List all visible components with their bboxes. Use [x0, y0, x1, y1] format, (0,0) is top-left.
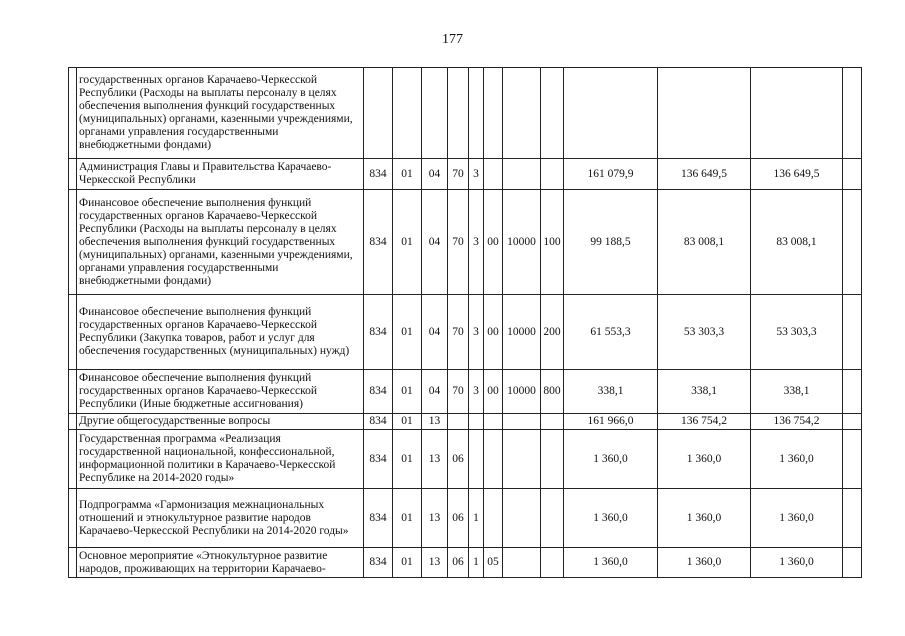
section-cell: 01	[393, 370, 422, 414]
table-row	[69, 68, 862, 159]
subsection-cell: 04	[422, 370, 448, 414]
section-cell: 01	[393, 430, 422, 489]
direction-code-cell	[503, 489, 541, 548]
grbs-cell	[364, 68, 393, 159]
expense-type-cell	[541, 414, 564, 430]
program-code-cell	[448, 68, 469, 159]
event-code-cell: 05	[484, 548, 503, 578]
expense-type-cell: 100	[541, 190, 564, 295]
table-row	[69, 295, 862, 370]
direction-code-cell	[503, 414, 541, 430]
item-name-cell: государственных органов Карачаево-Черкесской Республики (Расходы на выплаты персоналу в целях обеспечения выполнения функций государственных (муниципальных) органами, казенными учреждениями, органами управления государственными внебюджетными фондами)	[77, 68, 364, 159]
program-code-cell	[448, 414, 469, 430]
expense-type-cell: 800	[541, 370, 564, 414]
grbs-cell: 834	[364, 370, 393, 414]
subsection-cell: 13	[422, 489, 448, 548]
expense-type-cell	[541, 159, 564, 190]
table-row	[69, 548, 862, 578]
grbs-cell: 834	[364, 295, 393, 370]
row-trail-cell	[843, 295, 862, 370]
row-trail-cell	[843, 414, 862, 430]
event-code-cell	[484, 68, 503, 159]
grbs-cell: 834	[364, 548, 393, 578]
event-code-cell	[484, 489, 503, 548]
event-code-cell	[484, 430, 503, 489]
item-name-cell: Подпрограмма «Гармонизация межнациональных отношений и этнокультурное развитие народов Карачаево-Черкесской Республики на 2014-2020 годы»	[77, 489, 364, 548]
budget-table	[68, 67, 862, 578]
program-code-cell: 70	[448, 295, 469, 370]
direction-code-cell: 10000	[503, 295, 541, 370]
amount-cell-1: 99 188,5	[564, 190, 658, 295]
section-cell: 01	[393, 548, 422, 578]
amount-cell-1: 1 360,0	[564, 489, 658, 548]
table-row	[69, 370, 862, 414]
row-lead-cell	[69, 159, 77, 190]
event-code-cell: 00	[484, 190, 503, 295]
amount-cell-1: 338,1	[564, 370, 658, 414]
amount-cell-3: 136 754,2	[751, 414, 843, 430]
subsection-cell: 13	[422, 414, 448, 430]
amount-cell-2: 136 754,2	[658, 414, 751, 430]
subsection-cell: 04	[422, 295, 448, 370]
amount-cell-1: 161 079,9	[564, 159, 658, 190]
row-trail-cell	[843, 430, 862, 489]
grbs-cell: 834	[364, 414, 393, 430]
direction-code-cell: 10000	[503, 370, 541, 414]
subprogram-code-cell: 1	[469, 548, 484, 578]
row-lead-cell	[69, 489, 77, 548]
subprogram-code-cell	[469, 414, 484, 430]
item-name-cell: Финансовое обеспечение выполнения функций государственных органов Карачаево-Черкесской Республики (Закупка товаров, работ и услуг для обеспечения государственных (муниципальных) нужд)	[77, 295, 364, 370]
program-code-cell: 06	[448, 548, 469, 578]
expense-type-cell: 200	[541, 295, 564, 370]
section-cell: 01	[393, 159, 422, 190]
amount-cell-3: 1 360,0	[751, 548, 843, 578]
subsection-cell: 13	[422, 430, 448, 489]
row-lead-cell	[69, 370, 77, 414]
grbs-cell: 834	[364, 489, 393, 548]
table-row	[69, 414, 862, 430]
event-code-cell	[484, 414, 503, 430]
subsection-cell: 04	[422, 159, 448, 190]
row-lead-cell	[69, 190, 77, 295]
direction-code-cell	[503, 159, 541, 190]
event-code-cell: 00	[484, 370, 503, 414]
row-trail-cell	[843, 68, 862, 159]
program-code-cell: 70	[448, 190, 469, 295]
grbs-cell: 834	[364, 430, 393, 489]
item-name-cell: Государственная программа «Реализация государственной национальной, конфессиональной, информационной политики в Карачаево-Черкесской Республике на 2014-2020 годы»	[77, 430, 364, 489]
amount-cell-3	[751, 68, 843, 159]
amount-cell-3: 136 649,5	[751, 159, 843, 190]
amount-cell-3: 83 008,1	[751, 190, 843, 295]
amount-cell-3: 53 303,3	[751, 295, 843, 370]
row-lead-cell	[69, 68, 77, 159]
amount-cell-1: 61 553,3	[564, 295, 658, 370]
item-name-cell: Финансовое обеспечение выполнения функций государственных органов Карачаево-Черкесской Республики (Расходы на выплаты персоналу в целях обеспечения выполнения функций государственных (муниципальных) органами, казенными учреждениями, органами управления государственными внебюджетными фондами)	[77, 190, 364, 295]
direction-code-cell	[503, 430, 541, 489]
amount-cell-3: 338,1	[751, 370, 843, 414]
expense-type-cell	[541, 68, 564, 159]
event-code-cell: 00	[484, 295, 503, 370]
subprogram-code-cell: 3	[469, 370, 484, 414]
expense-type-cell	[541, 489, 564, 548]
subprogram-code-cell: 3	[469, 159, 484, 190]
amount-cell-1: 1 360,0	[564, 548, 658, 578]
row-trail-cell	[843, 489, 862, 548]
section-cell: 01	[393, 414, 422, 430]
amount-cell-2: 83 008,1	[658, 190, 751, 295]
item-name-cell: Администрация Главы и Правительства Карачаево-Черкесской Республики	[77, 159, 364, 190]
row-lead-cell	[69, 548, 77, 578]
table-row	[69, 430, 862, 489]
program-code-cell: 06	[448, 430, 469, 489]
row-lead-cell	[69, 295, 77, 370]
amount-cell-2: 1 360,0	[658, 430, 751, 489]
row-trail-cell	[843, 370, 862, 414]
row-lead-cell	[69, 430, 77, 489]
subprogram-code-cell: 3	[469, 295, 484, 370]
table-row	[69, 159, 862, 190]
amount-cell-2: 1 360,0	[658, 489, 751, 548]
section-cell: 01	[393, 295, 422, 370]
amount-cell-2: 53 303,3	[658, 295, 751, 370]
section-cell	[393, 68, 422, 159]
page-number: 177	[442, 32, 463, 47]
item-name-cell: Основное мероприятие «Этнокультурное развитие народов, проживающих на территории Карачаево-	[77, 548, 364, 578]
amount-cell-2: 136 649,5	[658, 159, 751, 190]
row-trail-cell	[843, 190, 862, 295]
subprogram-code-cell: 1	[469, 489, 484, 548]
subsection-cell	[422, 68, 448, 159]
expense-type-cell	[541, 548, 564, 578]
grbs-cell: 834	[364, 159, 393, 190]
amount-cell-3: 1 360,0	[751, 430, 843, 489]
subprogram-code-cell	[469, 68, 484, 159]
section-cell: 01	[393, 489, 422, 548]
program-code-cell: 70	[448, 159, 469, 190]
amount-cell-2: 338,1	[658, 370, 751, 414]
row-trail-cell	[843, 548, 862, 578]
row-trail-cell	[843, 159, 862, 190]
amount-cell-1: 161 966,0	[564, 414, 658, 430]
amount-cell-3: 1 360,0	[751, 489, 843, 548]
amount-cell-1: 1 360,0	[564, 430, 658, 489]
direction-code-cell	[503, 548, 541, 578]
program-code-cell: 06	[448, 489, 469, 548]
amount-cell-2	[658, 68, 751, 159]
program-code-cell: 70	[448, 370, 469, 414]
item-name-cell: Финансовое обеспечение выполнения функций государственных органов Карачаево-Черкесской Республики (Иные бюджетные ассигнования)	[77, 370, 364, 414]
amount-cell-2: 1 360,0	[658, 548, 751, 578]
grbs-cell: 834	[364, 190, 393, 295]
subprogram-code-cell	[469, 430, 484, 489]
event-code-cell	[484, 159, 503, 190]
table-row	[69, 489, 862, 548]
amount-cell-1	[564, 68, 658, 159]
table-row	[69, 190, 862, 295]
section-cell: 01	[393, 190, 422, 295]
direction-code-cell	[503, 68, 541, 159]
direction-code-cell: 10000	[503, 190, 541, 295]
row-lead-cell	[69, 414, 77, 430]
subsection-cell: 04	[422, 190, 448, 295]
item-name-cell: Другие общегосударственные вопросы	[77, 414, 364, 430]
expense-type-cell	[541, 430, 564, 489]
subsection-cell: 13	[422, 548, 448, 578]
subprogram-code-cell: 3	[469, 190, 484, 295]
